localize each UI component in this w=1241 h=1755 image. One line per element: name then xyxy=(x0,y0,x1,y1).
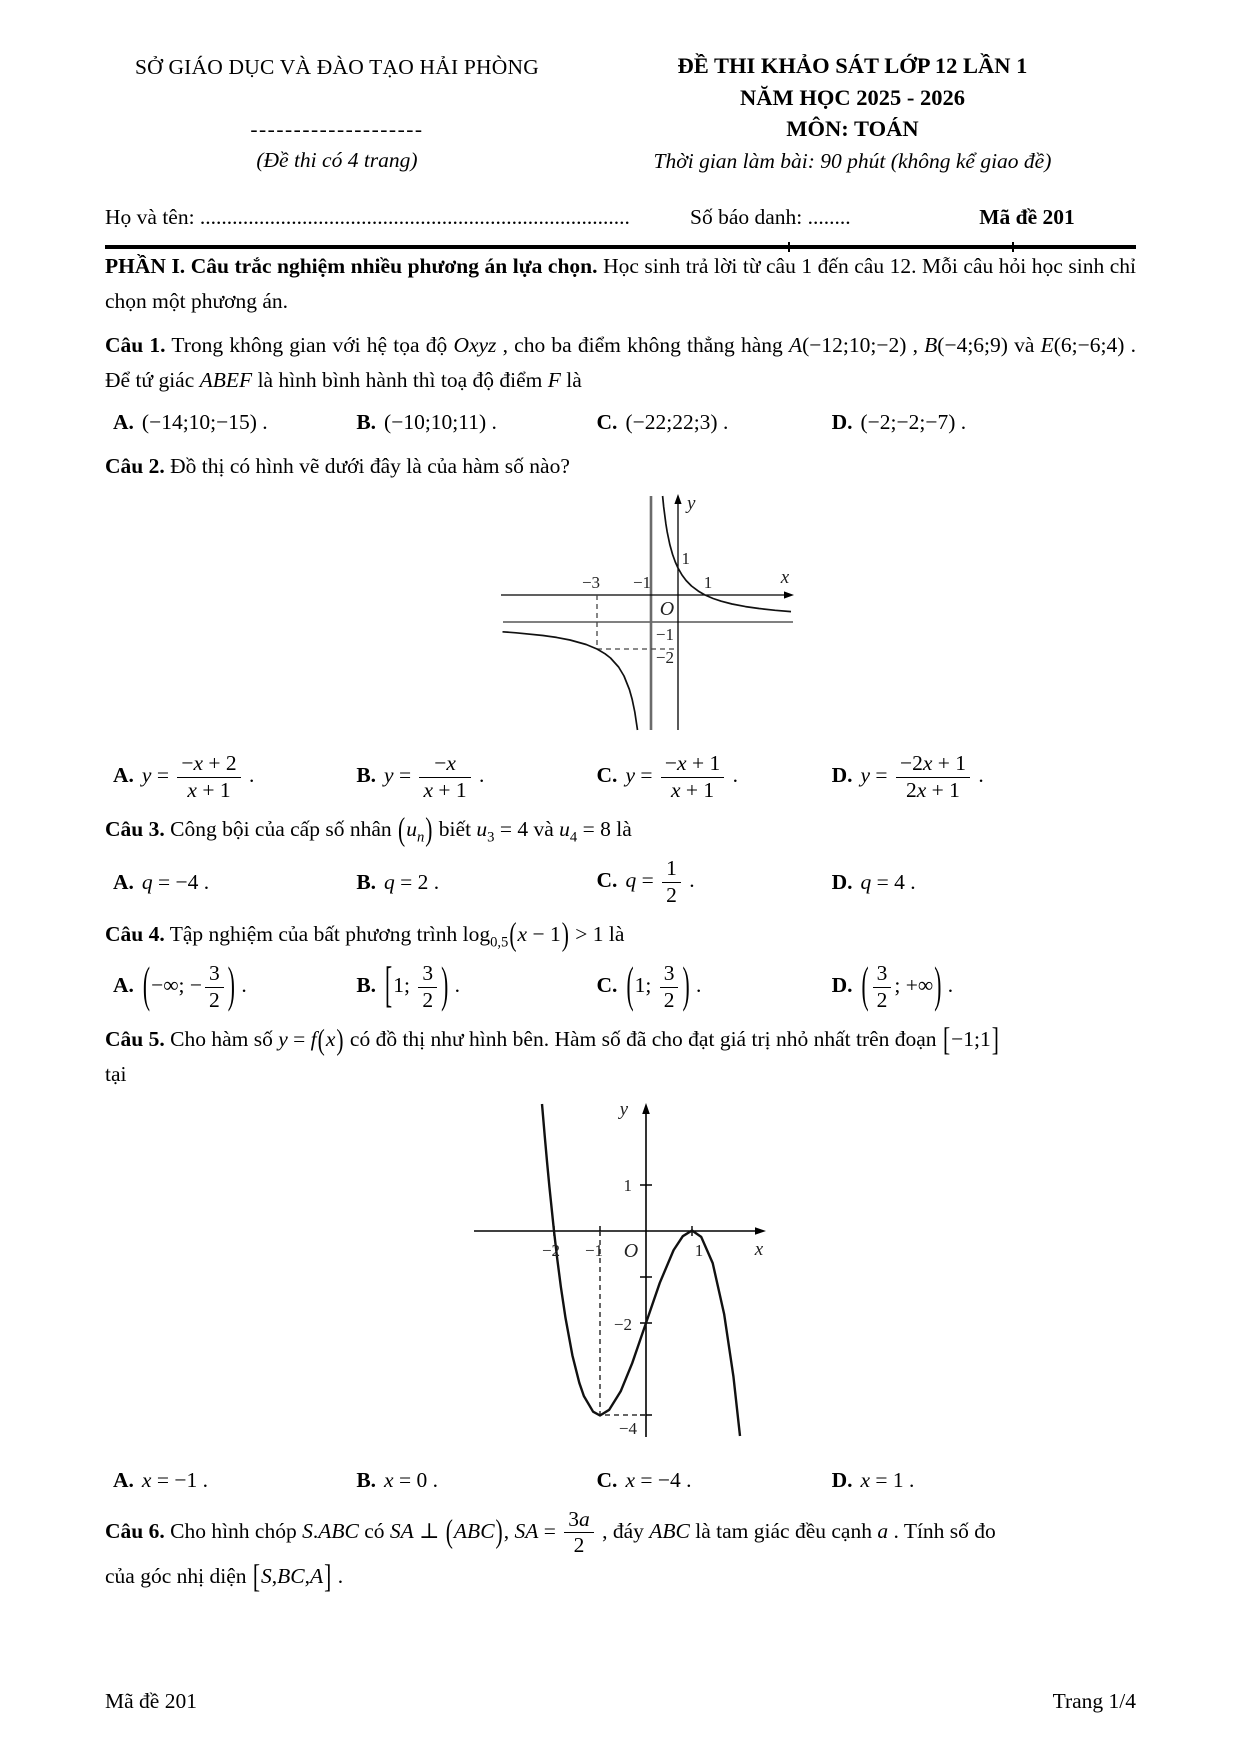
answer-option-value: q = $\frac{1}{2}$ . xyxy=(625,856,695,907)
answer-option-value: (−14;10;−15) . xyxy=(141,409,268,434)
question-5-options xyxy=(105,1463,1136,1498)
answer-option-value: x = −1 . xyxy=(141,1467,208,1492)
answer-option xyxy=(105,1463,348,1498)
answer-option-value: q = −4 . xyxy=(141,869,210,894)
question-3-text: Câu 3. Công bội của cấp số nhân $(u_n)$ biết $u_3 = 4$ và $u_4 = 8$ là xyxy=(105,811,632,848)
answer-option-label: D. xyxy=(831,869,853,894)
origin-label: O xyxy=(623,1239,638,1262)
name-field: Họ và tên: ................................................................................ xyxy=(105,205,630,230)
y-tick-label: 1 xyxy=(623,1175,632,1195)
y-tick-label: 1 xyxy=(681,549,690,569)
figure-q2-hyperbola-graph xyxy=(491,490,801,743)
answer-option-label: C. xyxy=(596,868,618,893)
question-1-options xyxy=(105,405,1136,440)
question-6-text: Câu 6. Cho hình chóp S.ABC có SA ⊥ (ABC), SA = $\frac{3a}{2}$ , đáy ABC là tam giác đều cạnh a . Tính số đo xyxy=(105,1507,996,1558)
x-axis-arrow xyxy=(755,1227,766,1235)
answer-option xyxy=(105,751,348,803)
origin-label: O xyxy=(659,598,674,621)
issuing-org: SỞ GIÁO DỤC VÀ ĐÀO TẠO HẢI PHÒNG xyxy=(134,55,539,79)
y-tick-label: −1 xyxy=(655,625,674,645)
answer-option-value: x = −4 . xyxy=(625,1467,692,1492)
answer-option xyxy=(105,957,348,1014)
question-1 xyxy=(105,328,1136,440)
page-header xyxy=(105,50,1136,178)
question-4-options xyxy=(105,957,1136,1014)
answer-option-label: D. xyxy=(831,1467,853,1492)
answer-option-label: B. xyxy=(356,1467,377,1492)
answer-option-label: A. xyxy=(113,973,134,998)
answer-option-label: C. xyxy=(596,1467,618,1492)
answer-option-label: B. xyxy=(356,869,377,894)
answer-option-label: B. xyxy=(356,409,377,434)
answer-option-value: q = 4 . xyxy=(860,869,916,894)
answer-option-label: B. xyxy=(356,973,377,998)
x-tick-label: −2 xyxy=(541,1240,560,1260)
answer-option xyxy=(824,957,1136,1014)
hyperbola-plot xyxy=(491,490,801,732)
x-tick-label: 1 xyxy=(703,573,712,593)
question-3 xyxy=(105,812,1136,908)
answer-option xyxy=(348,405,588,440)
question-4-text: Câu 4. Tập nghiệm của bất phương trình $\log_{0,5}(x - 1) > 1$ là xyxy=(105,916,625,953)
y-tick-label: −2 xyxy=(613,1314,632,1334)
answer-option-value: (−22;22;3) . xyxy=(625,409,729,434)
question-1-text: Câu 1. Trong không gian với hệ tọa độ Oxyz , cho ba điểm không thẳng hàng A(−12;10;−2) , B(−4;6;9) và E(6;−6;4) . Để tứ giác ABEF là hình bình hành thì toạ độ điểm F là xyxy=(105,333,1136,393)
answer-option-value: (1; $\frac{3}{2}$ ) . xyxy=(626,957,702,1014)
question-3-options xyxy=(105,856,1136,908)
candidate-number-field: Số báo danh: ........ xyxy=(690,205,851,230)
y-axis-arrow xyxy=(642,1103,650,1114)
answer-option-label: D. xyxy=(831,409,853,434)
x-tick-label: −1 xyxy=(632,573,651,593)
question-6-text-cont: của góc nhị diện [S,BC,A] . xyxy=(105,1558,344,1595)
page-footer xyxy=(105,1684,1136,1719)
header-right-column xyxy=(569,50,1136,178)
rule-tick xyxy=(1012,242,1014,252)
answer-option-value: x = 0 . xyxy=(384,1467,438,1492)
rule-tick xyxy=(788,242,790,252)
answer-option-label: A. xyxy=(113,1467,134,1492)
answer-option xyxy=(348,751,588,803)
answer-option-label: C. xyxy=(596,409,618,434)
question-5-text-cont: tại xyxy=(105,1062,127,1087)
question-6 xyxy=(105,1507,1136,1594)
answer-option-value: y = $\frac{-x}{x + 1}$ . xyxy=(384,751,485,802)
question-5 xyxy=(105,1022,1136,1498)
y-axis-label: y xyxy=(686,493,695,515)
answer-option-label: A. xyxy=(113,763,134,788)
answer-option-value: [1; $\frac{3}{2}$ ) . xyxy=(385,957,460,1014)
footer-exam-code: Mã đề 201 xyxy=(105,1688,197,1713)
cubic-plot xyxy=(456,1099,776,1444)
exam-code-badge: Mã đề 201 xyxy=(979,205,1075,230)
question-2 xyxy=(105,449,1136,803)
school-year: NĂM HỌC 2025 - 2026 xyxy=(739,84,965,110)
answer-option xyxy=(348,1463,588,1498)
curve-left-branch xyxy=(502,632,637,730)
figure-q5-cubic-graph xyxy=(456,1099,776,1455)
answer-option xyxy=(589,751,824,803)
answer-option xyxy=(589,957,824,1014)
answer-option xyxy=(824,865,1136,900)
answer-option xyxy=(348,865,588,900)
answer-option-label: D. xyxy=(831,973,853,998)
answer-option-value: (−10;10;11) . xyxy=(384,409,497,434)
y-tick-label: −4 xyxy=(618,1418,637,1438)
axis-ticks xyxy=(554,1185,692,1415)
candidate-info-row xyxy=(105,200,1136,248)
x-axis-label: x xyxy=(780,567,789,589)
answer-option-label: D. xyxy=(831,763,853,788)
answer-option-label: A. xyxy=(113,869,134,894)
answer-option-label: B. xyxy=(356,763,377,788)
answer-option-value: y = $\frac{-x + 1}{x + 1}$ . xyxy=(625,751,738,802)
y-axis-label: y xyxy=(619,1098,628,1120)
x-tick-label: −3 xyxy=(581,573,600,593)
question-5-text: Câu 5. Cho hàm số y = f(x) có đồ thị như hình bên. Hàm số đã cho đạt giá trị nhỏ nhất trên đoạn [−1;1] xyxy=(105,1021,999,1058)
answer-option-label: C. xyxy=(596,973,618,998)
answer-option xyxy=(824,751,1136,803)
answer-option xyxy=(105,405,348,440)
y-axis-arrow xyxy=(674,494,681,504)
answer-option xyxy=(589,1463,824,1498)
answer-option-label: C. xyxy=(596,763,618,788)
question-2-text: Câu 2. Đồ thị có hình vẽ dưới đây là của hàm số nào? xyxy=(105,453,570,478)
part1-heading: PHẦN I. Câu trắc nghiệm nhiều phương án lựa chọn. Học sinh trả lời từ câu 1 đến câu 12. Mỗi câu hỏi học sinh chỉ chọn một phương án. xyxy=(105,253,1137,313)
answer-option-value: (−∞; − $\frac{3}{2}$ ) . xyxy=(142,957,247,1014)
answer-option xyxy=(589,856,824,908)
answer-option-value: ( $\frac{3}{2}$ ; +∞) . xyxy=(861,957,954,1014)
time-note: Thời gian làm bài: 90 phút (không kể giao đề) xyxy=(653,148,1052,173)
answer-option-value: y = $\frac{-x + 2}{x + 1}$ . xyxy=(141,751,255,802)
question-2-options xyxy=(105,751,1136,803)
answer-option-value: (−2;−2;−7) . xyxy=(860,409,967,434)
answer-option-value: q = 2 . xyxy=(384,869,440,894)
x-tick-label: −1 xyxy=(584,1240,603,1260)
x-tick-label: 1 xyxy=(694,1240,703,1260)
subject-line: MÔN: TOÁN xyxy=(786,116,919,141)
answer-option xyxy=(824,1463,1136,1498)
answer-option xyxy=(824,405,1136,440)
answer-option xyxy=(348,957,588,1014)
answer-option-value: y = $\frac{-2x + 1}{2x + 1}$ . xyxy=(860,751,984,802)
divider-dashes: -------------------- xyxy=(250,117,424,142)
question-4 xyxy=(105,917,1136,1013)
x-axis-arrow xyxy=(784,591,794,598)
cubic-curve xyxy=(542,1104,740,1436)
header-left-column xyxy=(105,50,569,178)
exam-title: ĐỀ THI KHẢO SÁT LỚP 12 LẦN 1 xyxy=(677,53,1028,78)
answer-option xyxy=(105,865,348,900)
answer-option-value: x = 1 . xyxy=(860,1467,915,1492)
x-axis-label: x xyxy=(754,1238,763,1260)
footer-page-number: Trang 1/4 xyxy=(1052,1688,1136,1713)
y-tick-label: −2 xyxy=(655,648,674,668)
answer-option-label: A. xyxy=(113,409,134,434)
answer-option xyxy=(589,405,824,440)
pages-note: (Đề thi có 4 trang) xyxy=(256,148,418,173)
